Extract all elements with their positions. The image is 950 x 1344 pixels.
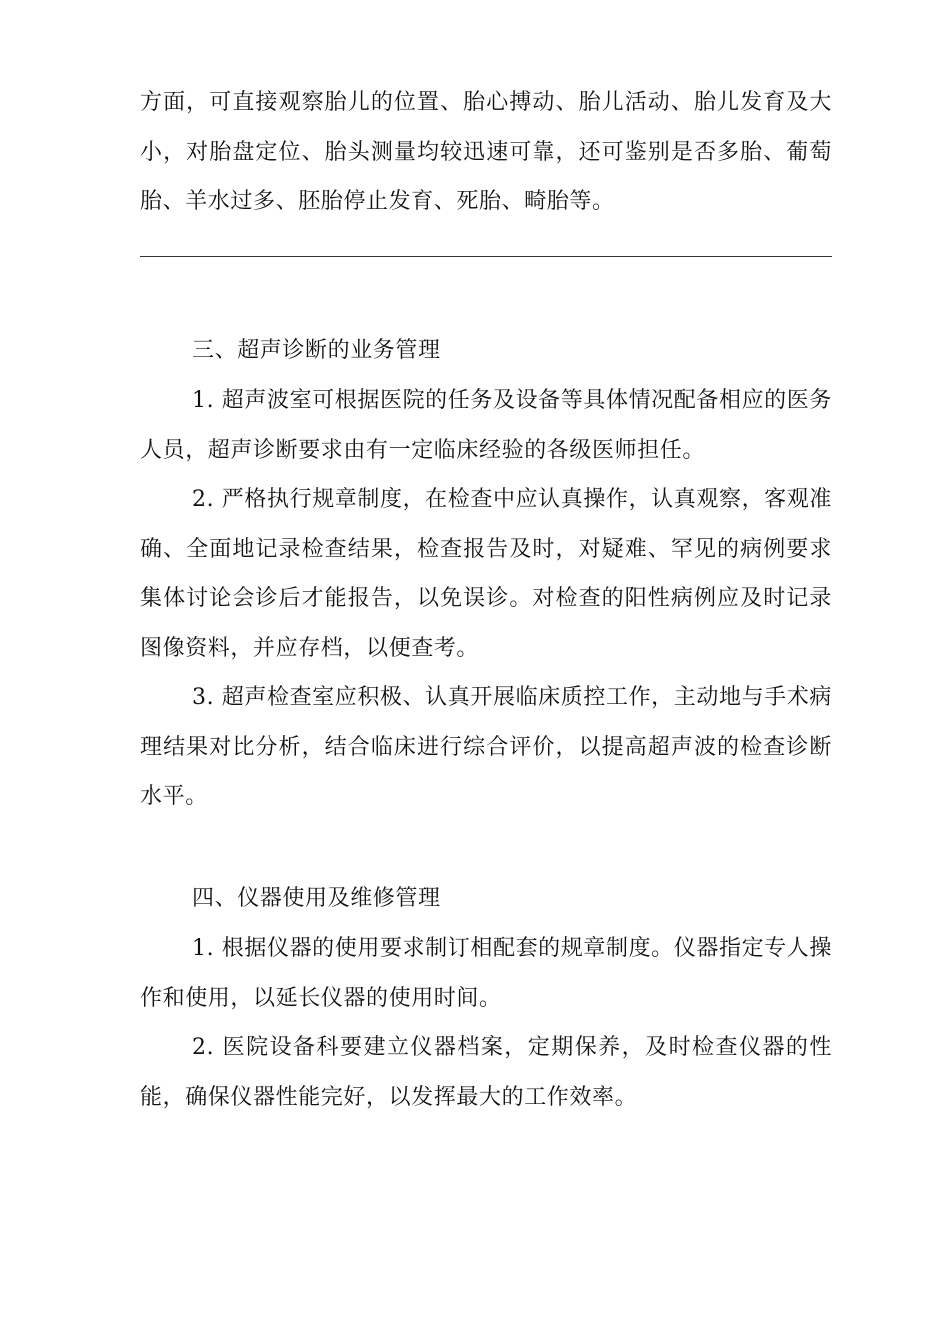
section-4-item-2: 2. 医院设备科要建立仪器档案，定期保养，及时检查仪器的性能，确保仪器性能完好，以发挥最大的工作效率。 [140,1035,832,1110]
section-3-item-3: 3. 超声检查室应积极、认真开展临床质控工作，主动地与手术病理结果对比分析，结合临床进行综合评价，以提高超声波的检查诊断水平。 [140,685,832,809]
horizontal-divider [140,256,832,257]
section-3-item-1: 1. 超声波室可根据医院的任务及设备等具体情况配备相应的医务人员，超声诊断要求由有一定临床经验的各级医师担任。 [140,388,832,463]
section-4-item-1: 1. 根据仪器的使用要求制订相配套的规章制度。仪器指定专人操作和使用，以延长仪器的使用时间。 [140,936,832,1011]
section-4-heading: 四、仪器使用及维修管理 [192,886,441,911]
continuation-paragraph: 方面，可直接观察胎儿的位置、胎心搏动、胎儿活动、胎儿发育及大小，对胎盘定位、胎头测量均较迅速可靠，还可鉴别是否多胎、葡萄胎、羊水过多、胚胎停止发育、死胎、畸胎等。 [140,90,832,214]
section-3-heading: 三、超声诊断的业务管理 [192,338,441,363]
section-3-item-2: 2. 严格执行规章制度，在检查中应认真操作，认真观察，客观准确、全面地记录检查结果，检查报告及时，对疑难、罕见的病例要求集体讨论会诊后才能报告，以免误诊。对检查的阳性病例应及时记录图像资料，并应存档，以便查考。 [140,487,832,661]
